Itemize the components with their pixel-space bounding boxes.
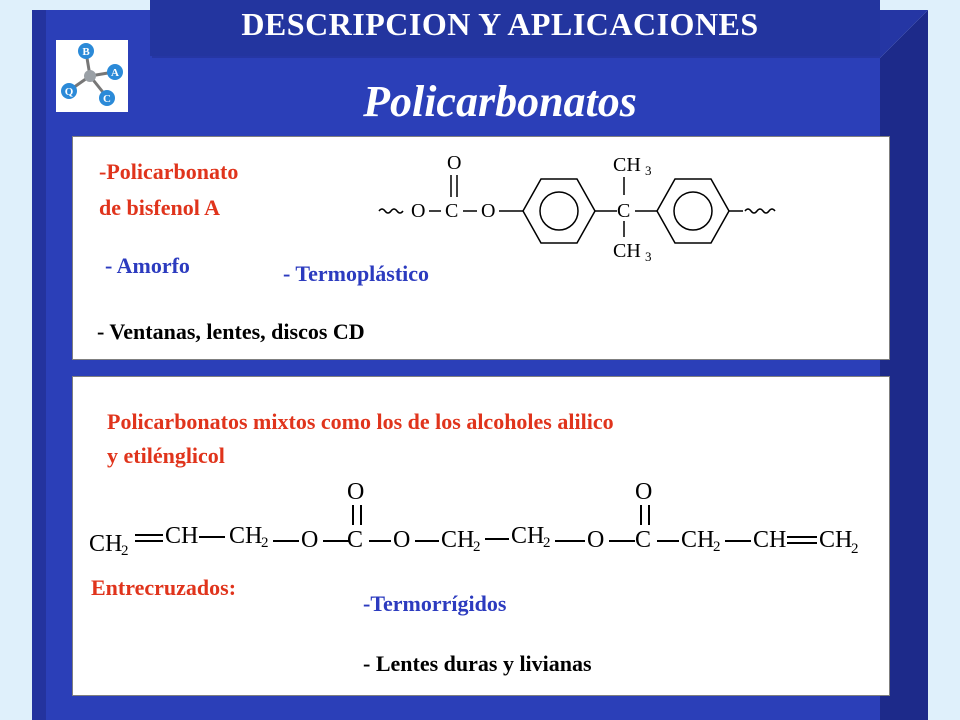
formula1-o-right: O [481,200,496,222]
formula2-o: O [393,527,411,553]
panel-bisphenol [72,136,890,360]
panel1-prop-amorfo: - Amorfo [105,253,190,278]
formula2-ch2: CH [441,527,475,553]
formula2-o: O [587,527,605,553]
formula2-c: C [635,527,652,553]
formula2-ch2: CH [819,527,853,553]
formula1-c-quat: C [617,200,631,222]
formula2-sub2: 2 [543,535,551,551]
panel2-crosslink-label: Entrecruzados: [91,575,237,600]
formula2-o: O [301,527,319,553]
panel2-prop-termorrigidos: -Termorrígidos [363,591,507,616]
panel-mixed [72,376,890,696]
panel2-desc-line2: y etilénglicol [107,443,225,468]
mixed-formula [77,473,887,583]
formula1-ch3-top-sub: 3 [645,163,652,178]
panel1-prop-termoplastico: - Termoplástico [283,261,430,286]
panel1-uses: - Ventanas, lentes, discos CD [97,319,365,344]
page-title: Policarbonatos [363,77,637,126]
formula2-ch2: CH [511,523,545,549]
formula1-c-carbonyl: C [445,200,459,222]
formula2-sub2: 2 [713,539,721,555]
formula1-ch3-top: CH [613,154,641,176]
formula2-c: C [347,527,364,553]
panel1-name-line2: de bisfenol A [99,195,221,220]
formula2-ch: CH [165,523,199,549]
panel2-uses: - Lentes duras y livianas [363,651,592,676]
formula2-sub2: 2 [261,535,269,551]
bisphenol-formula [373,145,833,265]
panel1-name-line1: -Policarbonato [99,159,239,184]
molecule-logo-icon [56,40,128,112]
logo-letter: Q [64,86,74,98]
formula2-sub2: 2 [851,541,859,557]
formula1-ch3-bottom: CH [613,240,641,262]
formula2-ch2: CH [229,523,263,549]
formula2-ch2: CH [681,527,715,553]
header-title: DESCRIPCION Y APLICACIONES [241,6,759,42]
logo-letter: A [111,67,119,79]
panel2-desc-line1: Policarbonatos mixtos como los de los alcoholes alilico [107,409,614,434]
formula1-o-left: O [411,200,426,222]
formula1-o-top: O [447,152,462,174]
logo-letter: B [82,46,90,58]
logo [56,40,128,112]
formula2-carbonyl-o: O [347,479,365,505]
formula2-ch: CH [753,527,787,553]
formula2-sub2: 2 [121,543,129,559]
formula2-ch2: CH [89,531,123,557]
formula1-ch3-bottom-sub: 3 [645,249,652,264]
formula2-carbonyl-o: O [635,479,653,505]
logo-letter: C [103,93,111,105]
formula2-sub2: 2 [473,539,481,555]
